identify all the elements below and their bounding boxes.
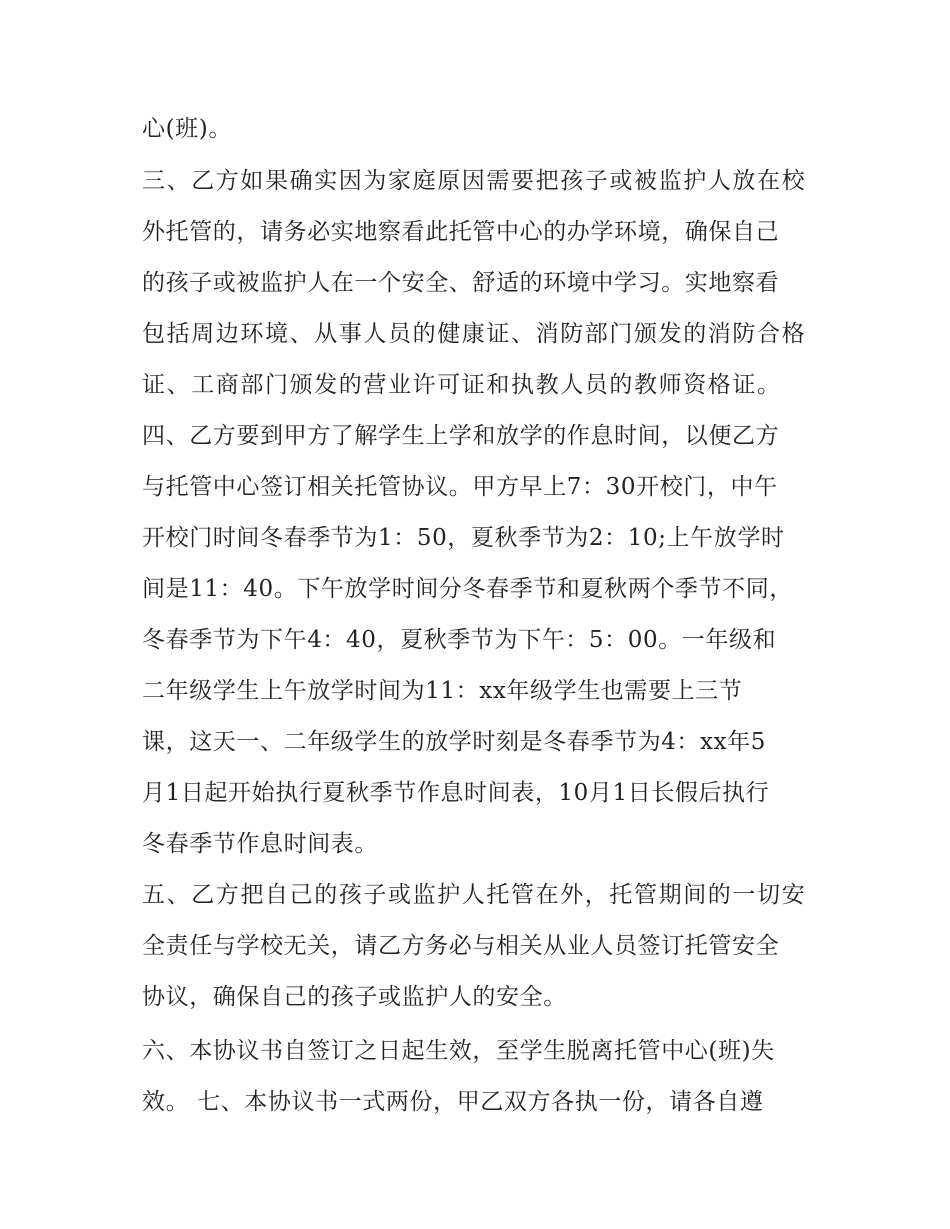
text-line-15: 冬春季节作息时间表。 (142, 831, 378, 857)
text-line-2: 三、乙方如果确实因为家庭原因需要把孩子或被监护人放在校 (142, 168, 807, 194)
text-line-12: 二年级学生上午放学时间为11：xx年级学生也需要上三节 (142, 678, 743, 704)
text-line-16: 五、乙方把自己的孩子或监护人托管在外，托管期间的一切安 (142, 882, 807, 908)
text-line-11: 冬春季节为下午4：40，夏秋季节为下午：5：00。一年级和 (142, 627, 777, 653)
text-line-17: 全责任与学校无关，请乙方务必与相关从业人员签订托管安全 (142, 933, 780, 959)
text-line-18: 协议，确保自己的孩子或监护人的安全。 (142, 984, 567, 1010)
text-line-6: 证、工商部门颁发的营业许可证和执教人员的教师资格证。 (142, 372, 782, 398)
text-line-10: 间是11：40。下午放学时间分冬春季节和夏秋两个季节不同， (142, 576, 793, 602)
text-line-1: 心(班)。 (142, 116, 232, 142)
text-line-5: 包括周边环境、从事人员的健康证、消防部门颁发的消防合格 (142, 321, 807, 347)
text-line-7: 四、乙方要到甲方了解学生上学和放学的作息时间，以便乙方 (142, 423, 780, 449)
text-line-19: 六、本协议书自签订之日起生效，至学生脱离托管中心(班)失 (142, 1038, 775, 1064)
text-line-13: 课，这天一、二年级学生的放学时刻是冬春季节为4：xx年5 (142, 729, 767, 755)
text-line-8: 与托管中心签订相关托管协议。甲方早上7：30开校门，中午 (142, 474, 778, 500)
text-line-3: 外托管的，请务必实地察看此托管中心的办学环境，确保自己 (142, 219, 780, 245)
text-line-4: 的孩子或被监护人在一个安全、舒适的环境中学习。实地察看 (142, 270, 780, 296)
text-line-20: 效。 七、本协议书一式两份，甲乙双方各执一份，请各自遵 (142, 1089, 764, 1115)
text-line-14: 月1日起开始执行夏秋季节作息时间表，10月1日长假后执行 (142, 780, 770, 806)
text-line-9: 开校门时间冬春季节为1：50，夏秋季节为2：10;上午放学时 (142, 525, 785, 551)
